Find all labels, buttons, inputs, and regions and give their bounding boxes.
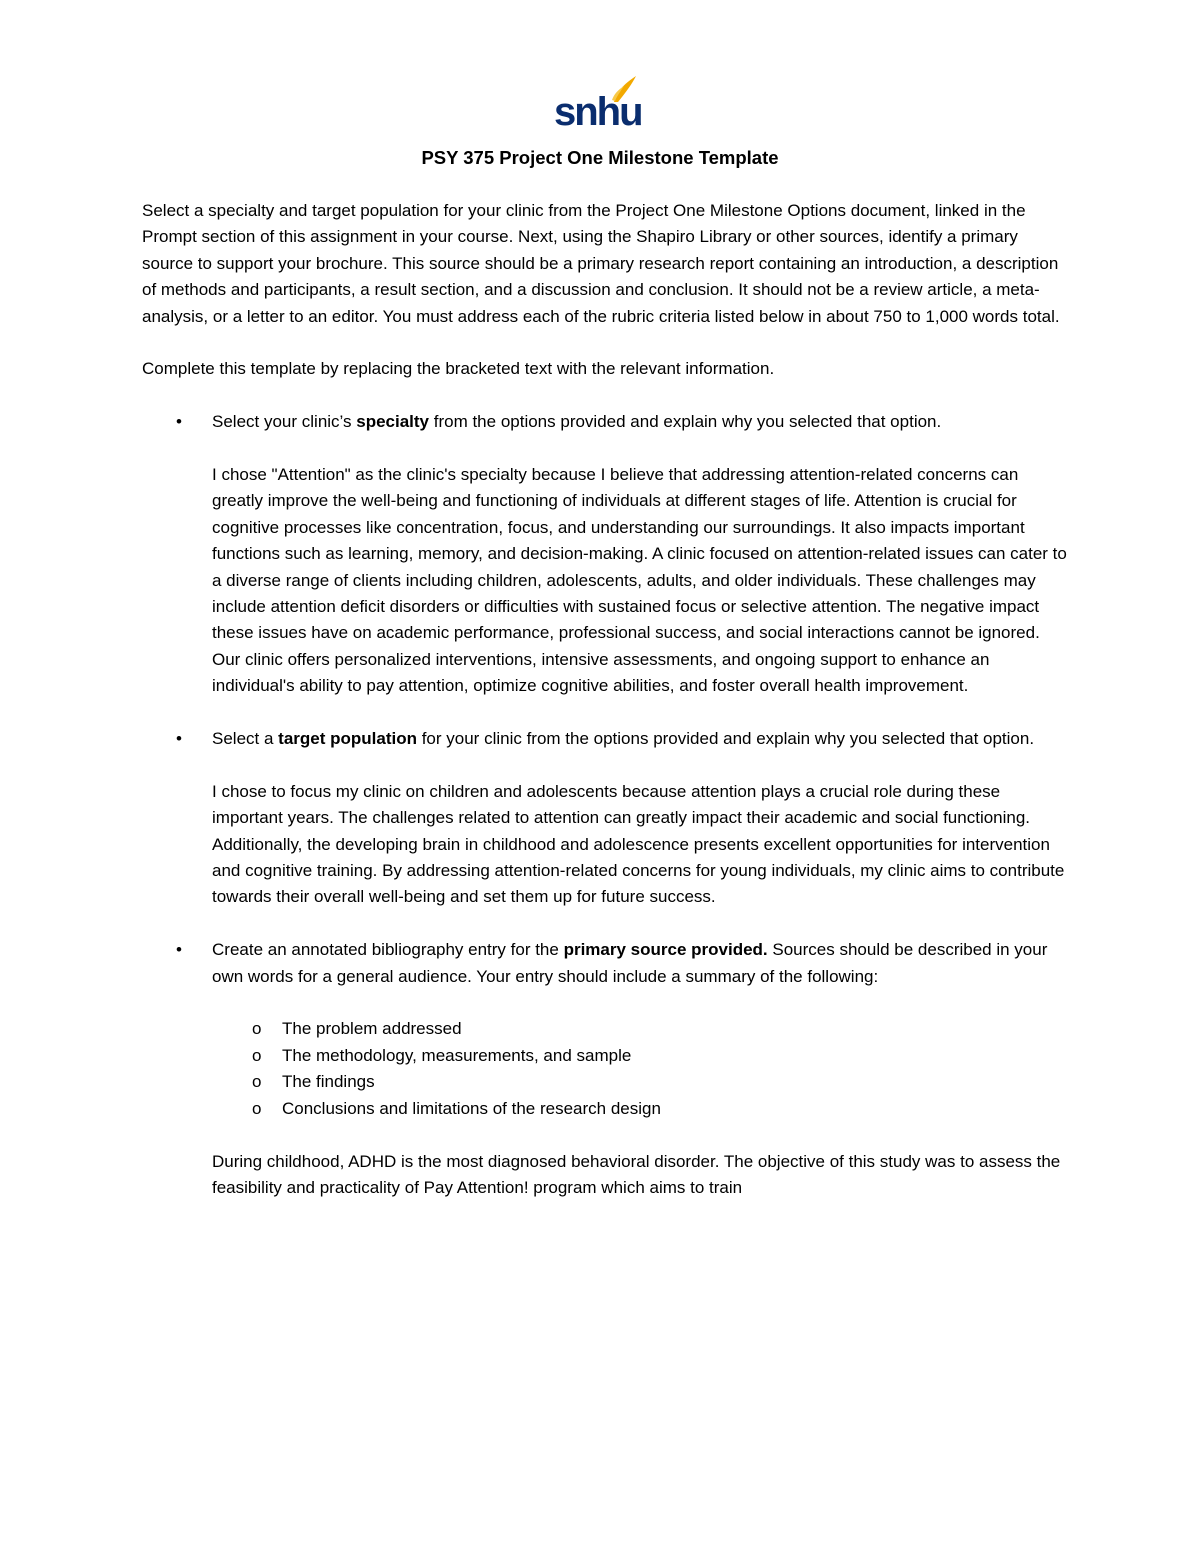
intro-paragraph: Select a specialty and target population for your clinic from the Project One Milestone Options document, linked in the Prompt section of this assignment in your course. Next, using the Shapiro Library or other sources, identify a primary source to support your brochure. This source should be a primary research report containing an introduction, a description of methods and participants, a result section, and a discussion and conclusion. It should not be a review article, a meta-analysis, or a letter to an editor. You must address each of the rubric criteria listed below in about 750 to 1,000 words total. — [142, 201, 1060, 326]
bullet-target-population — [142, 726, 1072, 911]
circle-bullet-icon: o — [252, 1098, 262, 1118]
bullet-specialty — [142, 409, 1072, 699]
bold-term: primary source provided. — [563, 940, 768, 960]
logo-text: snhu — [554, 90, 642, 134]
document-title: PSY 375 Project One Milestone Template — [421, 147, 779, 168]
bullet-icon: • — [176, 940, 182, 960]
bullet-prompt: Create an annotated bibliography entry for the primary source provided. Sources should be described in your own words for a general audience. Your entry should include a summary of the following: — [212, 940, 1048, 986]
list-item: o Conclusions and limitations of the research design — [212, 1096, 1072, 1122]
specialty-answer: I chose "Attention" as the clinic's specialty because I believe that addressing attention-related concerns can greatly improve the well-being and functioning of individuals at different stages of life. Attention is crucial for cognitive processes like concentration, focus, and understanding our surroundings. It also impacts important functions such as learning, memory, and decision-making. A clinic focused on attention-related issues can cater to a diverse range of clients including children, adolescents, adults, and older individuals. These challenges may include attention deficit disorders or difficulties with sustained focus or selective attention. The negative impact these issues have on academic performance, professional success, and social interactions cannot be ignored. Our clinic offers personalized interventions, intensive assessments, and ongoing support to enhance an individual's ability to pay attention, optimize cognitive abilities, and foster overall health improvement. — [212, 465, 1067, 696]
bullet-icon: • — [176, 729, 182, 749]
circle-bullet-icon: o — [252, 1072, 262, 1092]
instruction-paragraph: Complete this template by replacing the bracketed text with the relevant information. — [142, 359, 775, 379]
bold-term: target population — [278, 729, 417, 749]
bullet-icon: • — [176, 412, 182, 432]
document-body — [142, 198, 1072, 1201]
list-item: o The problem addressed — [212, 1016, 1072, 1042]
list-item: o The findings — [212, 1069, 1072, 1095]
circle-bullet-icon: o — [252, 1019, 262, 1039]
bullet-prompt: Select your clinic’s specialty from the options provided and explain why you selected that option. — [212, 412, 942, 432]
list-item: o The methodology, measurements, and sample — [212, 1043, 1072, 1069]
bibliography-answer: During childhood, ADHD is the most diagnosed behavioral disorder. The objective of this study was to assess the feasibility and practicality of Pay Attention! program which aims to train — [212, 1151, 1061, 1197]
target-population-answer: I chose to focus my clinic on children and adolescents because attention plays a crucial role during these important years. The challenges related to attention can greatly impact their academic and social functioning. Additionally, the developing brain in childhood and adolescence presents excellent opportunities for intervention and cognitive training. By addressing attention-related concerns for young individuals, my clinic aims to contribute towards their overall well-being and set them up for future success. — [212, 781, 1065, 907]
bold-term: specialty — [356, 412, 430, 432]
bullet-prompt: Select a target population for your clinic from the options provided and explain why you selected that option. — [212, 729, 1035, 749]
bullet-bibliography — [142, 937, 1072, 1201]
sub-list — [212, 1016, 1072, 1122]
snhu-logo — [554, 74, 642, 134]
circle-bullet-icon: o — [252, 1045, 262, 1065]
